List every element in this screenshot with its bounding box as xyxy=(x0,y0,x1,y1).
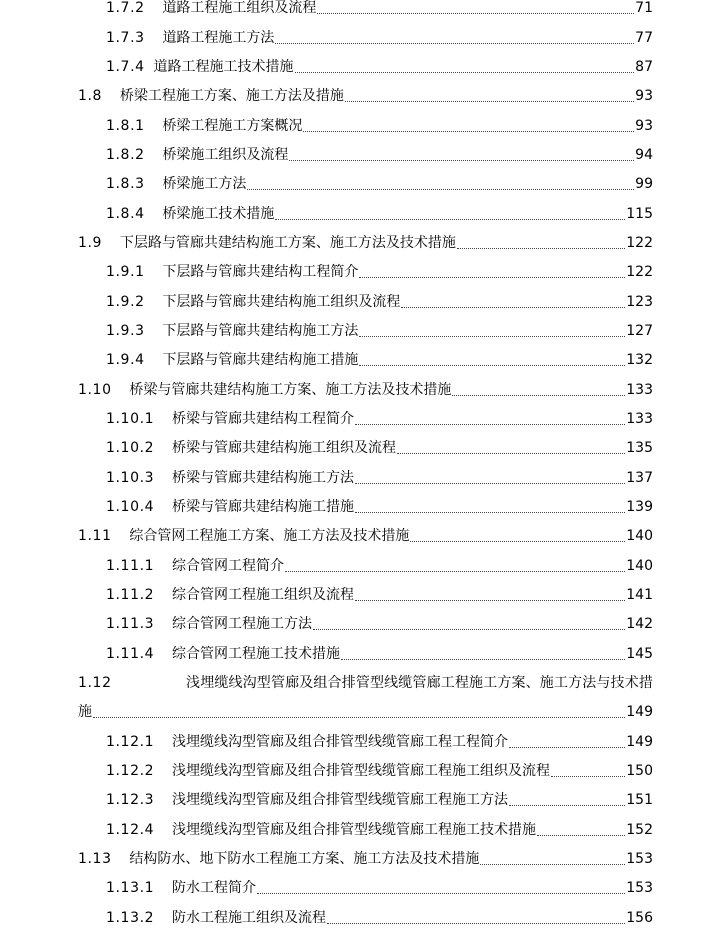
toc-entry-subheading[interactable] xyxy=(0,0,721,20)
dot-leader xyxy=(247,188,634,190)
toc-entry-subheading[interactable] xyxy=(0,402,721,431)
toc-entry-title: 桥梁施工技术措施 xyxy=(162,205,275,222)
toc-entry-title: 桥梁工程施工方案概况 xyxy=(162,117,303,134)
dot-leader xyxy=(285,570,625,572)
dot-leader xyxy=(480,863,625,865)
toc-entry-separator xyxy=(102,88,120,104)
toc-entry-number: 1.11 xyxy=(78,528,112,545)
toc-entry-separator xyxy=(154,470,172,486)
toc-entry-page-number: 71 xyxy=(635,0,653,17)
toc-entry-title: 防水工程简介 xyxy=(171,880,256,897)
toc-entry-title: 桥梁施工组织及流程 xyxy=(162,146,289,163)
toc-entry-separator xyxy=(154,587,172,603)
toc-entry-subheading[interactable] xyxy=(0,314,721,343)
dot-leader xyxy=(509,804,625,806)
toc-entry-number: 1.8.3 xyxy=(106,176,145,193)
toc-entry-line xyxy=(106,294,653,310)
toc-entry-heading[interactable] xyxy=(0,226,721,255)
toc-entry-separator xyxy=(102,235,120,251)
toc-entry-number: 1.9 xyxy=(78,234,103,251)
toc-entry-subheading[interactable] xyxy=(0,167,721,196)
toc-entry-page-number: 145 xyxy=(626,645,653,662)
toc-entry-title: 下层路与管廊共建结构施工方法 xyxy=(162,322,359,339)
toc-entry-line xyxy=(106,910,653,926)
dot-leader xyxy=(359,364,625,366)
dot-leader xyxy=(275,218,625,220)
toc-entry-subheading[interactable] xyxy=(0,343,721,372)
toc-entry-page-number: 135 xyxy=(626,440,653,457)
dot-leader xyxy=(410,540,625,542)
dot-leader xyxy=(313,628,625,630)
dot-leader xyxy=(355,423,625,425)
toc-entry-separator xyxy=(145,264,163,280)
toc-entry-separator xyxy=(112,382,130,398)
dot-leader xyxy=(341,658,625,660)
toc-entry-line xyxy=(106,59,653,75)
toc-entry-number: 1.12.2 xyxy=(106,762,155,779)
toc-entry-separator xyxy=(154,734,172,750)
toc-entry-separator xyxy=(154,880,172,896)
toc-entry-line xyxy=(78,675,653,691)
toc-entry-line xyxy=(106,147,653,163)
toc-entry-separator xyxy=(154,822,172,838)
toc-entry-title: 防水工程施工组织及流程 xyxy=(171,909,326,926)
toc-entry-subheading[interactable] xyxy=(0,138,721,167)
toc-entry-page-number: 122 xyxy=(626,234,653,251)
toc-entry-number: 1.7.3 xyxy=(106,29,145,46)
toc-entry-heading[interactable] xyxy=(0,666,721,695)
dot-leader xyxy=(457,247,625,249)
toc-entry-line xyxy=(106,763,653,779)
toc-entry-title: 道路工程施工方法 xyxy=(162,29,275,46)
toc-entry-line xyxy=(106,411,653,427)
toc-entry-line xyxy=(106,792,653,808)
toc-entry-subheading[interactable] xyxy=(0,50,721,79)
toc-entry-line xyxy=(106,352,653,368)
toc-entry-separator xyxy=(154,646,172,662)
toc-entry-title: 综合管网工程施工方法 xyxy=(171,616,312,633)
dot-leader xyxy=(401,306,625,308)
dot-leader xyxy=(452,394,625,396)
toc-entry-heading[interactable] xyxy=(0,519,721,548)
toc-entry-page-number: 142 xyxy=(626,616,653,633)
toc-entry-line xyxy=(106,0,653,16)
toc-entry-number: 1.8.2 xyxy=(106,146,145,163)
toc-entry-separator xyxy=(145,176,163,192)
toc-entry-subheading[interactable] xyxy=(0,871,721,900)
toc-entry-line xyxy=(78,851,653,867)
toc-entry-title: 结构防水、地下防水工程施工方案、施工方法及技术措施 xyxy=(129,850,480,867)
toc-entry-separator xyxy=(154,910,172,926)
toc-entry-title: 道路工程施工技术措施 xyxy=(153,58,294,75)
toc-entry-title: 下层路与管廊共建结构施工组织及流程 xyxy=(162,293,401,310)
toc-entry-separator xyxy=(145,59,154,75)
toc-entry-separator xyxy=(154,411,172,427)
dot-leader xyxy=(317,12,634,14)
toc-entry-line xyxy=(106,206,653,222)
toc-entry-number: 1.13.2 xyxy=(106,909,155,926)
dot-leader xyxy=(359,335,625,337)
toc-entry-page-number: 137 xyxy=(626,469,653,486)
toc-entry-continuation[interactable] xyxy=(0,695,721,724)
toc-entry-number: 1.10.4 xyxy=(106,498,155,515)
toc-entry-title: 浅埋缆线沟型管廊及组合排管型线缆管廊工程工程简介 xyxy=(171,733,508,750)
dot-leader xyxy=(355,482,625,484)
toc-entry-page-number: 150 xyxy=(626,762,653,779)
toc-entry-page-number: 94 xyxy=(635,146,653,163)
toc-entry-title: 浅埋缆线沟型管廊及组合排管型线缆管廊工程施工技术措施 xyxy=(171,821,536,838)
toc-entry-subheading[interactable] xyxy=(0,548,721,577)
dot-leader xyxy=(355,511,625,513)
dot-leader xyxy=(303,130,634,132)
toc-entry-separator xyxy=(145,30,163,46)
toc-entry-number: 1.7.2 xyxy=(106,0,145,17)
toc-entry-line xyxy=(106,616,653,632)
toc-entry-page-number: 156 xyxy=(626,909,653,926)
toc-entry-number: 1.8 xyxy=(78,88,103,105)
toc-entry-line xyxy=(78,88,653,104)
toc-entry-separator xyxy=(112,528,130,544)
toc-entry-page-number: 87 xyxy=(635,58,653,75)
toc-entry-number: 1.9.4 xyxy=(106,352,145,369)
toc-entry-line xyxy=(106,558,653,574)
dot-leader xyxy=(551,775,625,777)
toc-entry-separator xyxy=(154,499,172,515)
toc-entry-title: 综合管网工程施工技术措施 xyxy=(171,645,340,662)
toc-entry-number: 1.12.1 xyxy=(106,733,155,750)
toc-entry-title: 桥梁与管廊共建结构工程简介 xyxy=(171,410,354,427)
toc-entry-title: 道路工程施工组织及流程 xyxy=(162,0,317,17)
toc-entry-title: 综合管网工程施工方案、施工方法及技术措施 xyxy=(129,528,410,545)
toc-entry-subheading[interactable] xyxy=(0,490,721,519)
toc-entry-title: 下层路与管廊共建结构施工措施 xyxy=(162,352,359,369)
toc-entry-number: 1.13.1 xyxy=(106,880,155,897)
toc-entry-page-number: 141 xyxy=(626,586,653,603)
toc-entry-page-number: 152 xyxy=(626,821,653,838)
dot-leader xyxy=(345,100,634,102)
dot-leader xyxy=(397,452,625,454)
toc-entry-number: 1.13 xyxy=(78,850,112,867)
toc-entry-line xyxy=(106,587,653,603)
dot-leader xyxy=(355,599,625,601)
toc-entry-title: 下层路与管廊共建结构施工方案、施工方法及技术措施 xyxy=(119,234,456,251)
toc-entry-number: 1.12.3 xyxy=(106,792,155,809)
toc-entry-heading[interactable] xyxy=(0,372,721,401)
toc-entry-subheading[interactable] xyxy=(0,900,721,929)
toc-entry-subheading[interactable] xyxy=(0,255,721,284)
toc-entry-number: 1.11.1 xyxy=(106,557,155,574)
toc-entry-line xyxy=(106,30,653,46)
toc-entry-page-number: 153 xyxy=(626,880,653,897)
toc-entry-separator xyxy=(154,763,172,779)
toc-entry-separator xyxy=(154,616,172,632)
toc-entry-separator xyxy=(154,792,172,808)
toc-entry-line xyxy=(106,176,653,192)
toc-entry-subheading[interactable] xyxy=(0,460,721,489)
dot-leader xyxy=(509,746,625,748)
toc-entry-page-number: 153 xyxy=(626,850,653,867)
toc-entry-title: 桥梁与管廊共建结构施工措施 xyxy=(171,498,354,515)
toc-entry-page-number: 140 xyxy=(626,528,653,545)
toc-entry-page-number: 123 xyxy=(626,293,653,310)
toc-entry-line xyxy=(106,264,653,280)
toc-entry-number: 1.11.3 xyxy=(106,616,155,633)
toc-entry-separator xyxy=(145,352,163,368)
dot-leader xyxy=(537,834,625,836)
toc-entry-line xyxy=(106,880,653,896)
toc-entry-separator xyxy=(145,118,163,134)
toc-entry-separator xyxy=(112,851,130,867)
toc-entry-page-number: 133 xyxy=(626,410,653,427)
toc-entry-line xyxy=(78,704,653,720)
toc-entry-subheading[interactable] xyxy=(0,754,721,783)
toc-entry-line xyxy=(106,499,653,515)
toc-entry-title: 浅埋缆线沟型管廊及组合排管型线缆管廊工程施工方案、施工方法与技术措 xyxy=(186,674,653,691)
toc-entry-title: 浅埋缆线沟型管廊及组合排管型线缆管廊工程施工组织及流程 xyxy=(171,762,550,779)
toc-entry-subheading[interactable] xyxy=(0,108,721,137)
toc-entry-number: 1.12 xyxy=(78,674,112,691)
toc-entry-number: 1.10.3 xyxy=(106,469,155,486)
toc-entry-page-number: 93 xyxy=(635,117,653,134)
toc-entry-line xyxy=(78,382,653,398)
toc-entry-page-number: 77 xyxy=(635,29,653,46)
toc-entry-page-number: 140 xyxy=(626,557,653,574)
toc-entry-line xyxy=(106,646,653,662)
toc-entry-title: 浅埋缆线沟型管廊及组合排管型线缆管廊工程施工方法 xyxy=(171,792,508,809)
toc-entry-number: 1.12.4 xyxy=(106,821,155,838)
toc-entry-title: 桥梁与管廊共建结构施工组织及流程 xyxy=(171,440,396,457)
toc-entry-number: 1.8.4 xyxy=(106,205,145,222)
toc-entry-number: 1.9.1 xyxy=(106,264,145,281)
toc-entry-line xyxy=(78,235,653,251)
toc-entry-number: 1.11.2 xyxy=(106,586,155,603)
toc-entry-separator xyxy=(145,294,163,310)
toc-entry-page-number: 99 xyxy=(635,176,653,193)
toc-entry-line xyxy=(106,323,653,339)
toc-entry-subheading[interactable] xyxy=(0,812,721,841)
toc-entry-page-number: 151 xyxy=(626,792,653,809)
dot-leader xyxy=(359,276,625,278)
toc-entry-title-continuation: 施 xyxy=(78,704,92,721)
toc-entry-subheading[interactable] xyxy=(0,20,721,49)
toc-entry-page-number: 133 xyxy=(626,381,653,398)
toc-entry-title: 综合管网工程施工组织及流程 xyxy=(171,586,354,603)
toc-entry-separator xyxy=(154,440,172,456)
toc-entry-line xyxy=(106,118,653,134)
toc-entry-title: 桥梁与管廊共建结构施工方案、施工方法及技术措施 xyxy=(129,381,452,398)
toc-entry-subheading[interactable] xyxy=(0,783,721,812)
toc-entry-subheading[interactable] xyxy=(0,431,721,460)
toc-entry-title: 下层路与管廊共建结构工程简介 xyxy=(162,264,359,281)
toc-entry-line xyxy=(106,470,653,486)
toc-entry-subheading[interactable] xyxy=(0,284,721,313)
toc-entry-title: 桥梁施工方法 xyxy=(162,176,247,193)
toc-entry-page-number: 149 xyxy=(626,704,653,721)
dot-leader xyxy=(257,892,625,894)
toc-entry-subheading[interactable] xyxy=(0,578,721,607)
toc-entry-separator xyxy=(154,558,172,574)
toc-entry-separator xyxy=(145,206,163,222)
toc-entry-subheading[interactable] xyxy=(0,196,721,225)
dot-leader xyxy=(327,922,625,924)
toc-entry-page-number: 122 xyxy=(626,264,653,281)
toc-entry-number: 1.7.4 xyxy=(106,58,145,75)
toc-entry-heading[interactable] xyxy=(0,79,721,108)
toc-entry-page-number: 93 xyxy=(635,88,653,105)
toc-entry-subheading[interactable] xyxy=(0,607,721,636)
toc-entry-page-number: 115 xyxy=(626,205,653,222)
toc-entry-number: 1.10 xyxy=(78,381,112,398)
toc-entry-title: 综合管网工程简介 xyxy=(171,557,284,574)
toc-entry-title: 桥梁与管廊共建结构施工方法 xyxy=(171,469,354,486)
toc-entry-number: 1.8.1 xyxy=(106,117,145,134)
toc-entry-number: 1.11.4 xyxy=(106,645,155,662)
toc-entry-line xyxy=(106,822,653,838)
toc-entry-page-number: 127 xyxy=(626,322,653,339)
toc-entry-subheading[interactable] xyxy=(0,636,721,665)
dot-leader xyxy=(275,42,634,44)
toc-entry-subheading[interactable] xyxy=(0,724,721,753)
toc-entry-number: 1.10.1 xyxy=(106,410,155,427)
toc-entry-separator xyxy=(145,323,163,339)
toc-entry-page-number: 149 xyxy=(626,733,653,750)
toc-entry-page-number: 132 xyxy=(626,352,653,369)
toc-entry-number: 1.9.3 xyxy=(106,322,145,339)
dot-leader xyxy=(295,71,635,73)
toc-entry-separator xyxy=(145,0,163,16)
toc-entry-line xyxy=(106,440,653,456)
toc-entry-heading[interactable] xyxy=(0,842,721,871)
toc-entry-page-number: 139 xyxy=(626,498,653,515)
toc-entry-separator xyxy=(145,147,163,163)
dot-leader xyxy=(93,716,625,718)
toc-entry-line xyxy=(106,734,653,750)
toc-entry-line xyxy=(78,528,653,544)
dot-leader xyxy=(289,159,634,161)
toc-entry-title: 桥梁工程施工方案、施工方法及措施 xyxy=(119,88,344,105)
toc-entry-number: 1.10.2 xyxy=(106,440,155,457)
toc-entry-number: 1.9.2 xyxy=(106,293,145,310)
